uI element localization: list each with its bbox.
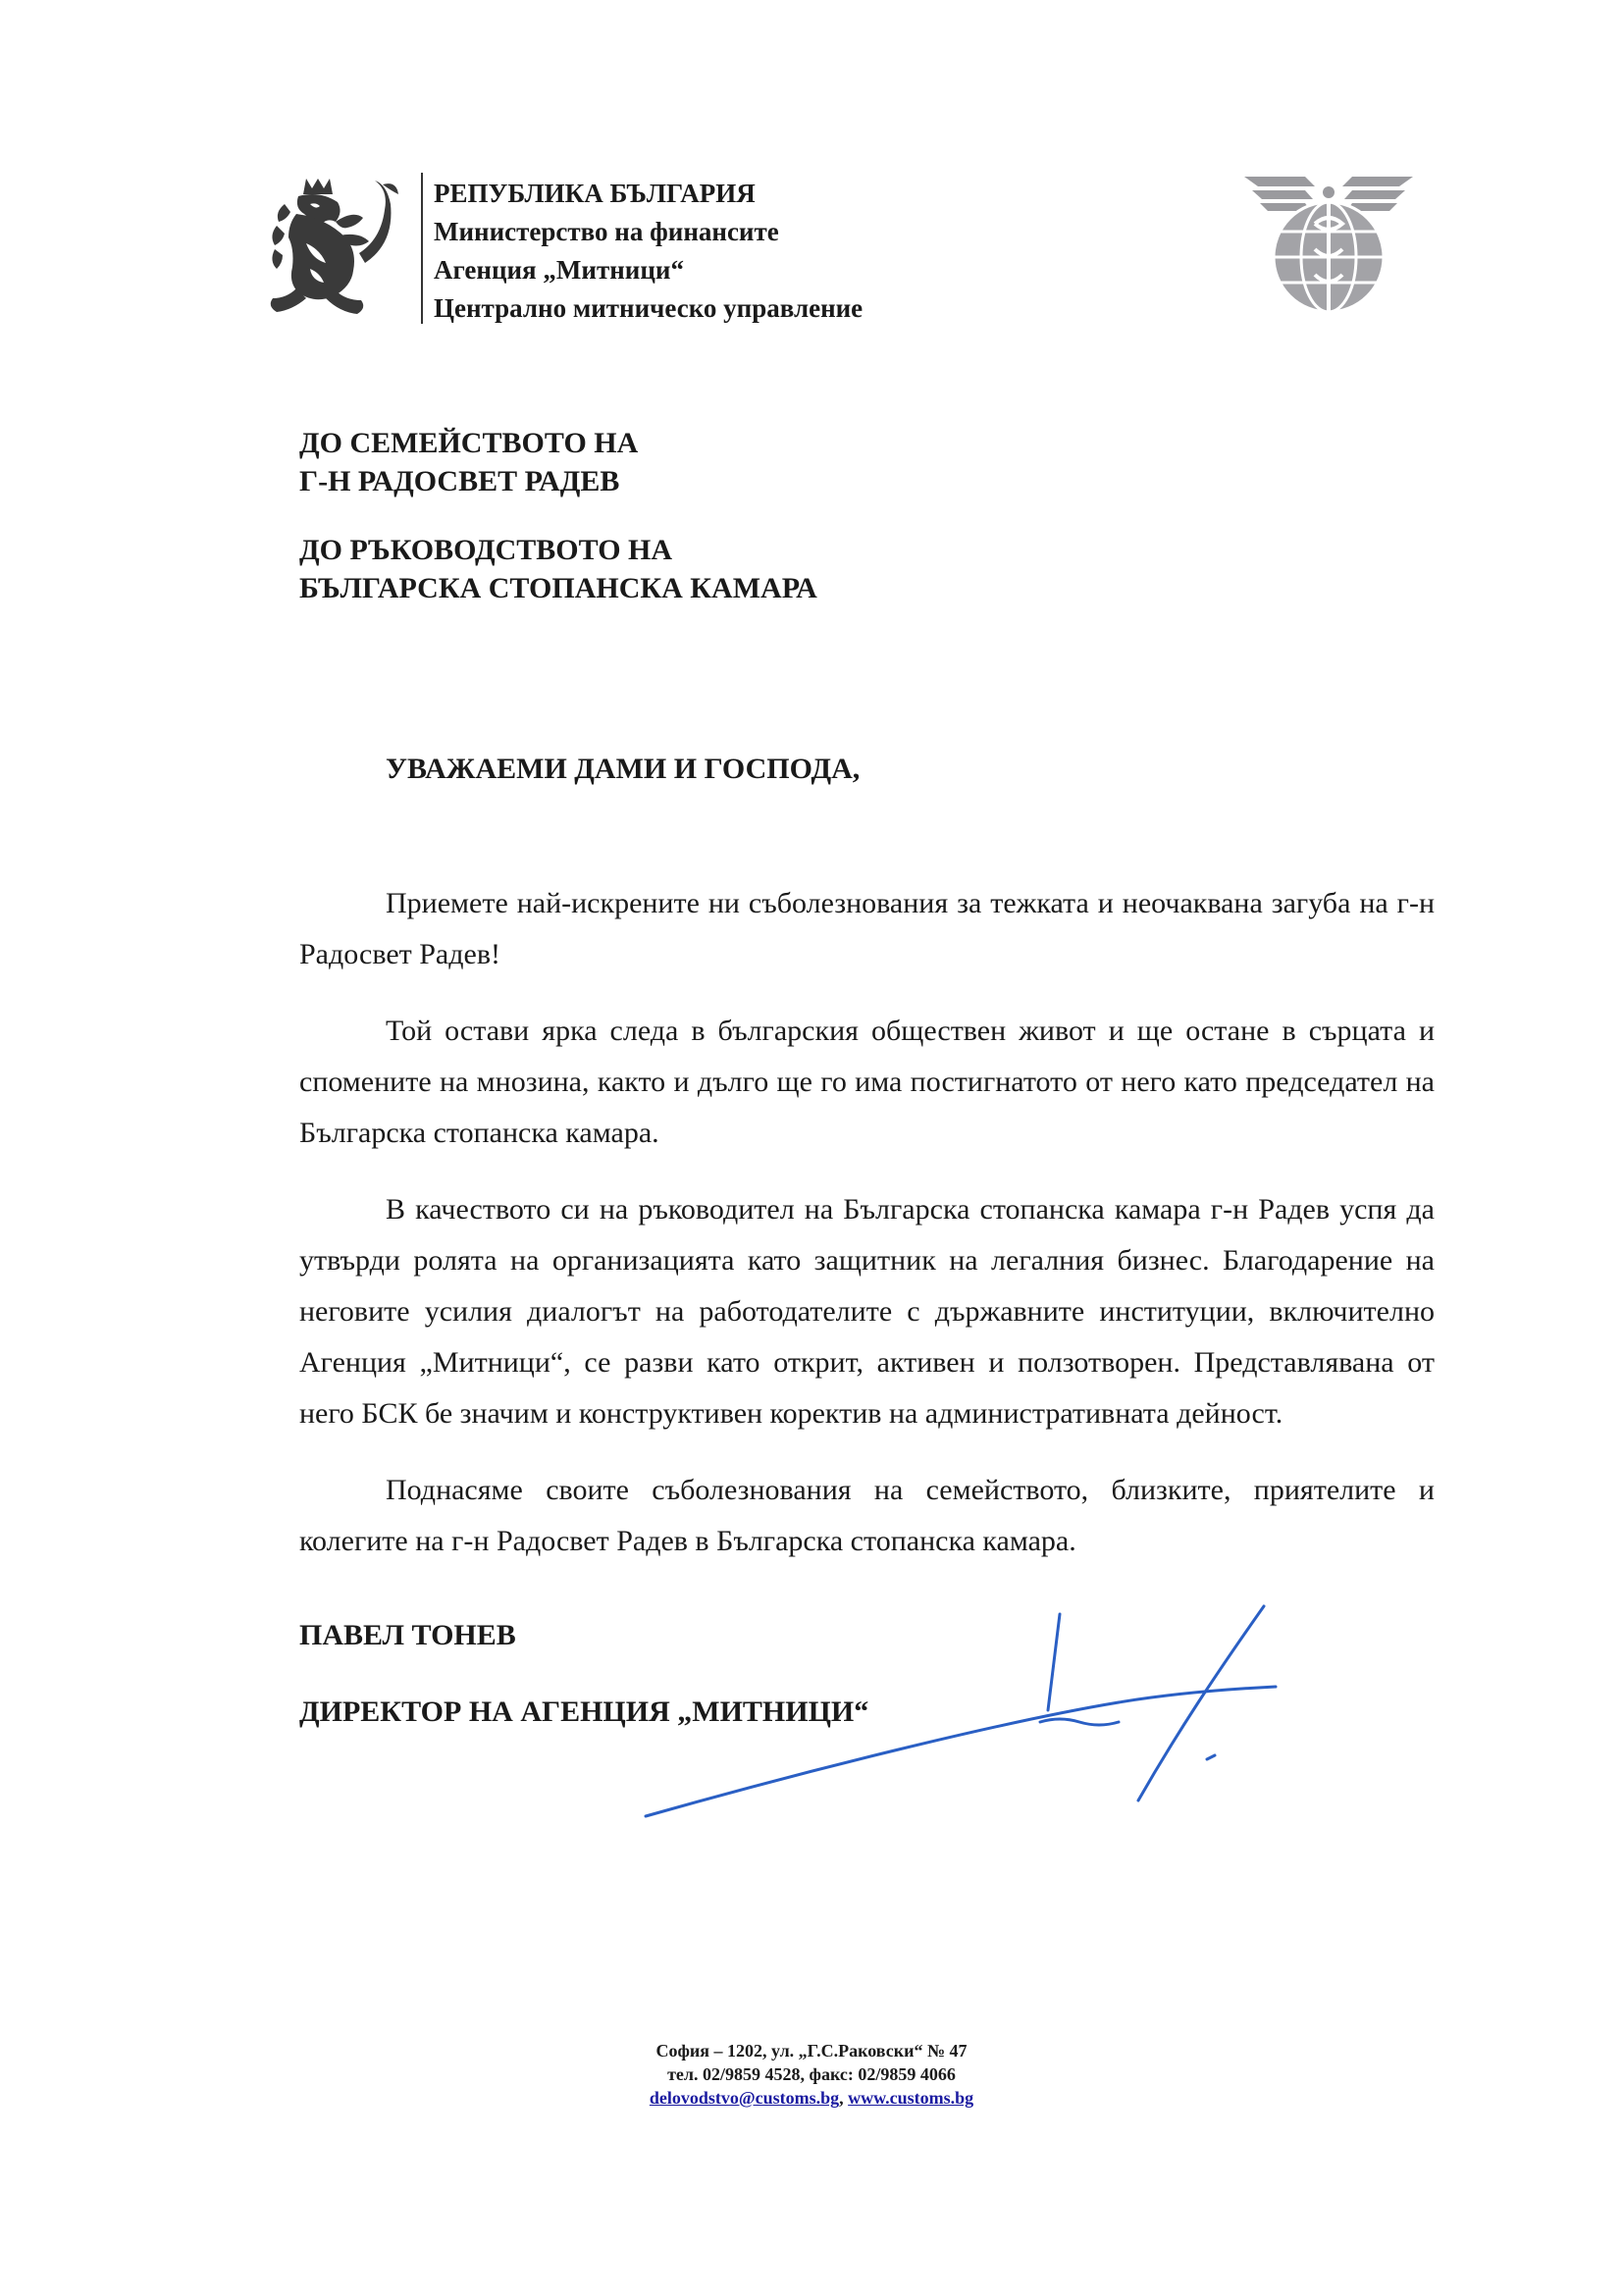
letter-body — [299, 878, 1435, 1592]
salutation: УВАЖАЕМИ ДАМИ И ГОСПОДА, — [386, 753, 861, 785]
recipient-chamber — [299, 531, 817, 607]
header-ministry: Министерство на финансите — [434, 217, 779, 246]
paragraph-4: Поднасяме своите съболезнования на семейството, близките, приятелите и колегите на г-н Радосвет Радев в Българска стопанска камара. — [299, 1474, 1435, 1557]
website-link[interactable]: www.customs.bg — [848, 2088, 974, 2108]
recipient-chamber-line2: БЪЛГАРСКА СТОПАНСКА КАМАРА — [299, 572, 817, 604]
footer-links — [517, 2086, 1106, 2110]
institution-header — [434, 175, 863, 328]
recipient-family-line1: ДО СЕМЕЙСТВОТО НА — [299, 427, 639, 459]
lion-coat-of-arms-icon — [267, 175, 414, 320]
winged-globe-caduceus-icon — [1242, 171, 1415, 316]
handwritten-signature — [628, 1594, 1295, 1830]
header-agency: Агенция „Митници“ — [434, 255, 684, 285]
email-link[interactable]: delovodstvo@customs.bg — [649, 2088, 840, 2108]
header-country: РЕПУБЛИКА БЪЛГАРИЯ — [434, 179, 756, 208]
recipient-chamber-line1: ДО РЪКОВОДСТВОТО НА — [299, 534, 673, 566]
signatory-name: ПАВЕЛ ТОНЕВ — [299, 1619, 516, 1651]
signatory-title: ДИРЕКТОР НА АГЕНЦИЯ „МИТНИЦИ“ — [299, 1696, 869, 1728]
paragraph-1: Приемете най-искрените ни съболезнования за тежката и неочаквана загуба на г-н Радосвет Радев! — [299, 887, 1435, 970]
footer-phones: тел. 02/9859 4528, факс: 02/9859 4066 — [667, 2064, 956, 2084]
recipient-family — [299, 424, 638, 500]
footer-separator: , — [839, 2088, 849, 2108]
paragraph-3: В качеството си на ръководител на Българска стопанска камара г-н Радев успя да утвърди ролята на организацията като защитник на легалния бизнес. Благодарение на неговите усилия диалогът на работодателите с държавните институции, включително Агенция „Митници“, се разви като открит, активен и ползотворен. Представлявана от него БСК бе значим и конструктивен коректив на административната дейност. — [299, 1193, 1435, 1430]
header-department: Централно митническо управление — [434, 293, 864, 323]
footer-address: София – 1202, ул. „Г.С.Раковски“ № 47 — [655, 2041, 968, 2061]
recipient-family-line2: Г-Н РАДОСВЕТ РАДЕВ — [299, 465, 620, 497]
footer-contacts — [517, 2039, 1106, 2110]
paragraph-2: Той остави ярка следа в българския обществен живот и ще остане в сърцата и спомените на мнозина, както и дълго ще го има постигнатото от него като председател на Българска стопанска камара. — [299, 1015, 1435, 1149]
header-divider — [421, 173, 423, 324]
